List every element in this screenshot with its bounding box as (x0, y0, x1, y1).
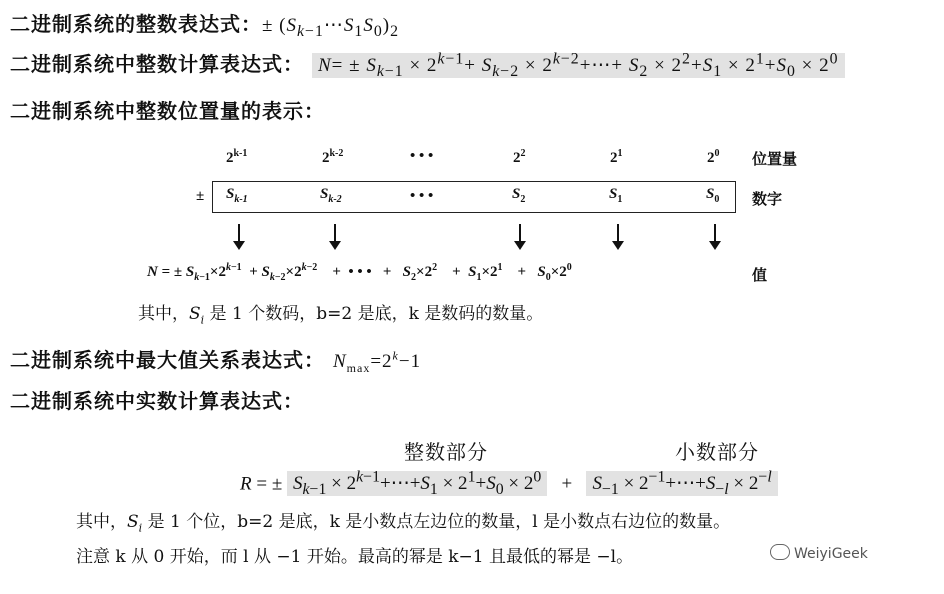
value-row-formula: N = ± $S_{k-1}\times 2^{k-1} + S_{k-2}\times 2^{k-2}$ + • • • + $S_2\times 2^2$ + $S_1\times 2^1$ + $S_0\times 2^0$ (147, 262, 572, 283)
diagram-note: 其中，$S_i$ 是 1 个数码，b=2 是底，k 是数码的数量。 (138, 304, 544, 327)
label-value: 值 (752, 266, 768, 284)
digit-2: $S_2$ (512, 186, 526, 205)
weight-2: $2^2$ (513, 148, 526, 166)
digit-1: $S_1$ (609, 186, 623, 205)
arrow-down-icon (519, 224, 521, 242)
arrow-down-icon (238, 224, 240, 242)
fraction-part-label: 小数部分 (675, 440, 759, 464)
arrow-down-icon (334, 224, 336, 242)
real-note-2: 注意 k 从 0 开始，而 l 从 −1 开始。最高的幂是 k−1 且最低的幂是 −l。 (76, 547, 634, 567)
wechat-icon (770, 544, 790, 560)
real-note-1: 其中，$S_i$ 是 1 个位，b=2 是底，k 是小数点左边位的数量，l 是小数点右边位的数量。 (76, 512, 731, 535)
line-integer-expression: 二进制系统的整数表达式：± $(S_{k-1}\cdots S_1S_0)_2$ (10, 12, 399, 40)
integer-part-formula: $S_{k-1}$ × $2^{k-1}+\cdots+S_1 \times 2^1+S_0 \times 2^0$ (287, 471, 547, 496)
digit-k-2: $S_{k-2}$ (320, 186, 342, 205)
label-digit: 数字 (752, 190, 783, 208)
weight-0: $2^0$ (707, 148, 720, 166)
integer-computation-formula: $N= \pm S_{k-1} \times 2^{k-1}+ S_{k-2}$ × $2^{k-2}+\cdots+ S_2 \times 2^2+S_1 \times 2^1+S_0 \times 2^0$ (312, 53, 845, 78)
arrow-down-icon (714, 224, 716, 242)
weight-dots: • • • (410, 148, 434, 164)
integer-expression-math: ± $(S_{k-1}\cdots S_1S_0)_2$ (262, 15, 399, 40)
arrow-down-icon (617, 224, 619, 242)
line-real-expression: 二进制系统中实数计算表达式： (10, 389, 304, 413)
weight-k-1: 2$^{k-1}$ (226, 148, 248, 166)
integer-part-label: 整数部分 (404, 440, 488, 464)
digit-k-1: $S_{k-1}$ (226, 186, 248, 205)
pm-sign: ± (196, 188, 205, 204)
max-value-formula: $N_{max}=2^k-1$ (332, 348, 422, 375)
weight-k-2: 2$^{k-2}$ (322, 148, 344, 166)
label-position-weight: 位置量 (752, 150, 798, 168)
line-max-value: 二进制系统中最大值关系表达式： $N_{max}=2^k-1$ (10, 348, 422, 375)
watermark: WeiyiGeek (770, 544, 868, 562)
weight-1: $2^1$ (610, 148, 623, 166)
digit-0: $S_0$ (706, 186, 720, 205)
fraction-part-formula: $S_{-1}$ × $2^{-1}+\cdots+S_{-l} \times 2^{-l}$ (586, 471, 777, 496)
digit-dots: • • • (410, 188, 434, 204)
digit-frame (212, 181, 736, 213)
real-formula: R = ± $S_{k-1}$ × $2^{k-1}+\cdots+S_1 \times 2^1+S_0 \times 2^0 + S_{-1}$ × $2^{-1}+\cdots+S_{-l} \times 2^{-l}$ (240, 469, 778, 499)
line-position-representation: 二进制系统中整数位置量的表示： (10, 99, 325, 123)
line-integer-computation: 二进制系统中整数计算表达式： $N= \pm S_{k-1} \times 2^{k-1}+ S_{k-2}$ × $2^{k-2}+\cdots+ S_2 \times 2^2+S_1 \times 2^1+S_0 \times 2^0$ (10, 48, 845, 81)
